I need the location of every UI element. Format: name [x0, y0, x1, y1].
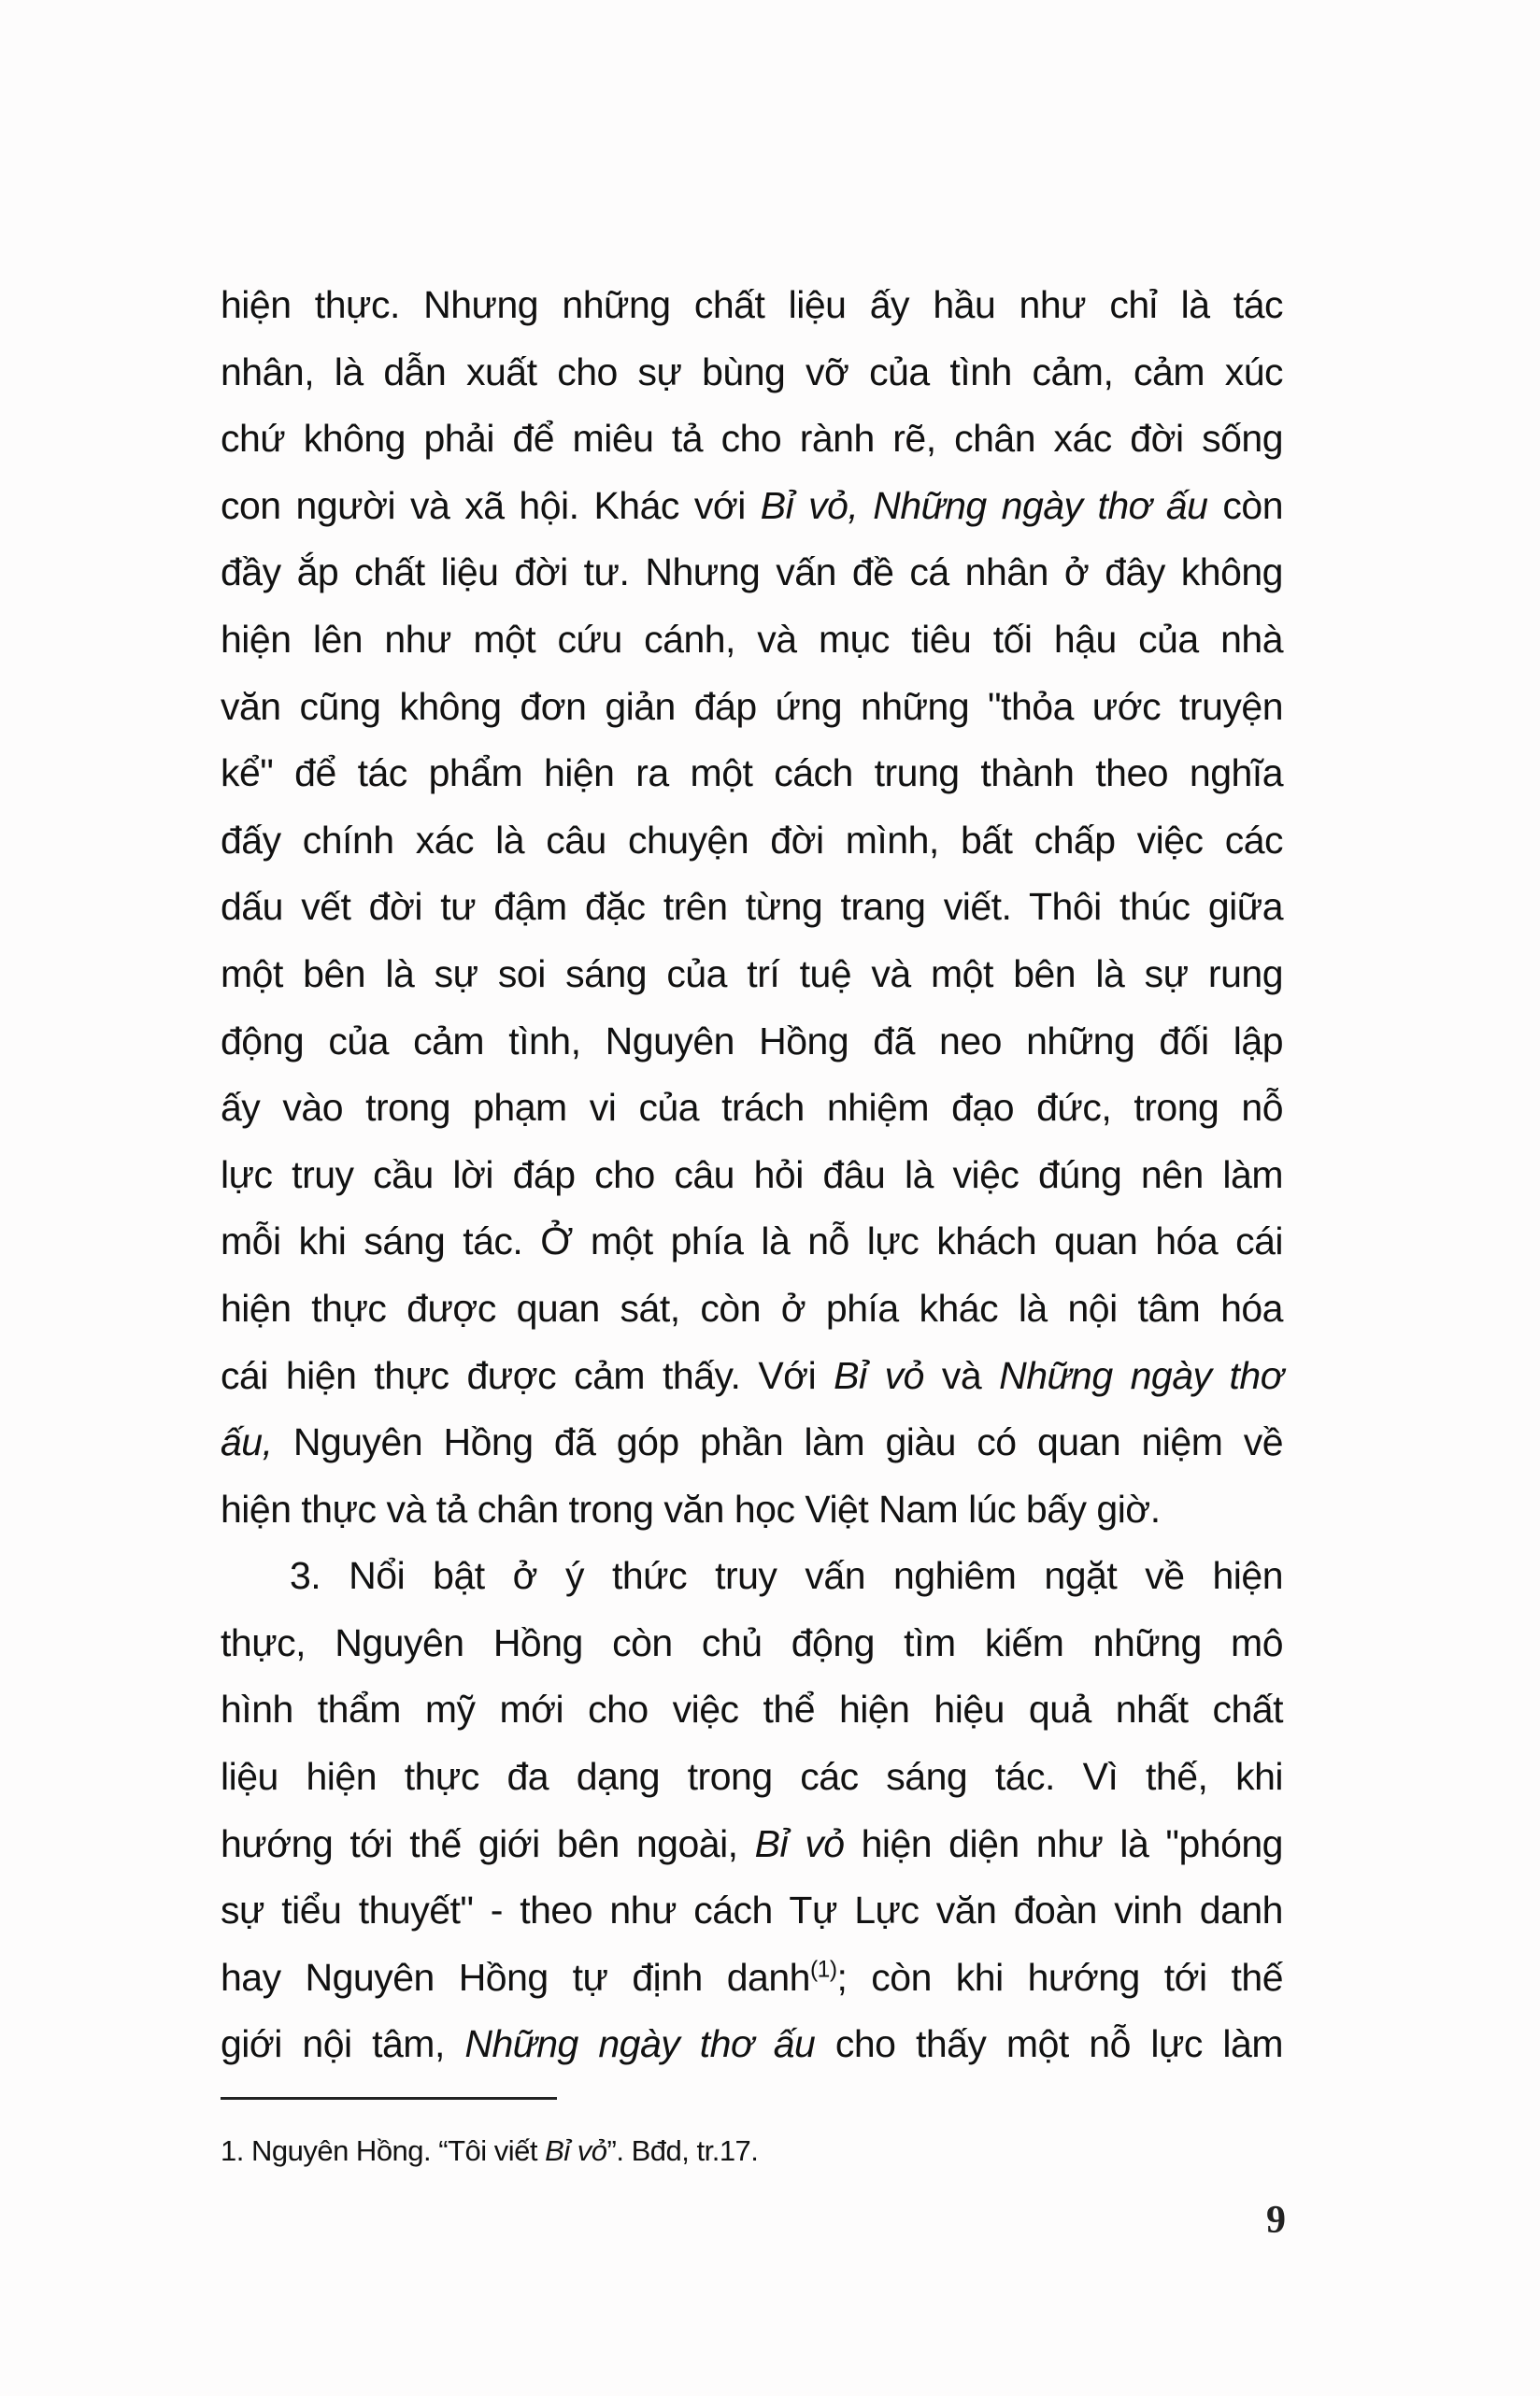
text-segment: cái hiện thực được cảm thấy. Với	[221, 1353, 834, 1397]
text-segment: hiện thực và tả chân trong văn học Việt Nam lúc bấy giờ.	[221, 1487, 1161, 1531]
footnote-ref: (1)	[809, 1957, 837, 1983]
text-segment: giới nội tâm,	[221, 2022, 465, 2066]
text-line	[221, 882, 1283, 949]
text-segment: còn	[1207, 483, 1283, 527]
text-segment: 3. Nổi bật ở ý thức truy vấn nghiêm ngặt về hiện	[290, 1554, 1283, 1598]
text-segment: một bên là sự soi sáng của trí tuệ và một bên là sự rung	[221, 951, 1283, 995]
text-line	[221, 548, 1283, 615]
text-line	[221, 348, 1283, 415]
italic-title: Những ngày thơ	[999, 1353, 1283, 1397]
italic-title: Bỉ vỏ, Những ngày thơ ấu	[760, 483, 1208, 527]
text-line	[221, 1752, 1283, 1819]
text-segment: hình thẩm mỹ mới cho việc thể hiện hiệu quả nhất chất	[221, 1688, 1283, 1732]
italic-title: Những ngày thơ ấu	[464, 2022, 816, 2066]
text-line	[221, 1017, 1283, 1084]
footnote	[221, 2134, 758, 2168]
text-line	[221, 280, 1283, 348]
body-text	[221, 280, 1283, 2087]
text-line	[221, 481, 1283, 549]
text-segment: hiện lên như một cứu cánh, và mục tiêu tối hậu của nhà	[221, 617, 1283, 661]
text-segment: ấy vào trong phạm vi của trách nhiệm đạo đức, trong nỗ	[221, 1086, 1283, 1130]
italic-title: ấu,	[221, 1420, 273, 1464]
text-segment: đầy ắp chất liệu đời tư. Nhưng vấn đề cá nhân ở đây không	[221, 550, 1283, 594]
text-segment: dấu vết đời tư đậm đặc trên từng trang viết. Thôi thúc giữa	[221, 885, 1283, 929]
text-segment: động của cảm tình, Nguyên Hồng đã neo những đối lập	[221, 1019, 1283, 1063]
text-line	[221, 749, 1283, 816]
footnote-text-end: ”. Bđd, tr.17.	[606, 2134, 759, 2167]
text-line	[221, 615, 1283, 682]
text-segment: Nguyên Hồng đã góp phần làm giàu có quan niệm về	[272, 1420, 1283, 1464]
text-line	[221, 1284, 1283, 1351]
text-line	[221, 682, 1283, 749]
text-line	[221, 414, 1283, 481]
footnote-title: Bỉ vỏ	[545, 2134, 607, 2167]
text-line	[221, 2019, 1283, 2087]
text-segment: hay Nguyên Hồng tự định danh	[221, 1955, 810, 1999]
text-line	[221, 1083, 1283, 1150]
page-number: 9	[1266, 2199, 1286, 2242]
footnote-separator	[221, 2097, 557, 2100]
text-segment: nhân, là dẫn xuất cho sự bùng vỡ của tình cảm, cảm xúc	[221, 349, 1283, 393]
text-line	[221, 1819, 1283, 1887]
text-segment: hiện thực. Nhưng những chất liệu ấy hầu như chỉ là tác	[221, 283, 1283, 326]
text-line	[221, 1150, 1283, 1218]
text-segment: hiện diện như là "phóng	[844, 1821, 1283, 1865]
text-line	[221, 1418, 1283, 1485]
text-segment: văn cũng không đơn giản đáp ứng những "thỏa ước truyện	[221, 684, 1283, 728]
text-segment: cho thấy một nỗ lực làm	[815, 2022, 1283, 2066]
text-line	[221, 816, 1283, 883]
text-segment: hiện thực được quan sát, còn ở phía khác là nội tâm hóa	[221, 1286, 1283, 1330]
text-segment: ; còn khi hướng tới thế	[836, 1955, 1283, 1999]
text-segment: sự tiểu thuyết" - theo như cách Tự Lực văn đoàn vinh danh	[221, 1889, 1283, 1932]
text-segment: lực truy cầu lời đáp cho câu hỏi đâu là việc đúng nên làm	[221, 1152, 1283, 1196]
text-line	[221, 1953, 1283, 2020]
text-segment: đấy chính xác là câu chuyện đời mình, bất chấp việc các	[221, 818, 1283, 862]
text-segment: kể" để tác phẩm hiện ra một cách trung thành theo nghĩa	[221, 751, 1283, 795]
text-line	[221, 1551, 1283, 1619]
text-line	[221, 1685, 1283, 1752]
text-line	[221, 1485, 1283, 1552]
text-segment: chứ không phải để miêu tả cho rành rẽ, chân xác đời sống	[221, 417, 1283, 461]
text-line	[221, 1886, 1283, 1953]
text-segment: thực, Nguyên Hồng còn chủ động tìm kiếm những mô	[221, 1620, 1283, 1664]
text-segment: mỗi khi sáng tác. Ở một phía là nỗ lực khách quan hóa cái	[221, 1219, 1283, 1263]
italic-title: Bỉ vỏ	[754, 1821, 845, 1865]
text-line	[221, 1217, 1283, 1284]
footnote-text: 1. Nguyên Hồng. “Tôi viết	[221, 2134, 546, 2167]
italic-title: Bỉ vỏ	[834, 1353, 924, 1397]
text-segment: con người và xã hội. Khác với	[221, 483, 761, 527]
text-segment: và	[923, 1353, 1000, 1397]
text-line	[221, 1619, 1283, 1686]
text-line	[221, 949, 1283, 1017]
text-segment: liệu hiện thực đa dạng trong các sáng tác. Vì thế, khi	[221, 1755, 1283, 1799]
text-line	[221, 1351, 1283, 1419]
text-segment: hướng tới thế giới bên ngoài,	[221, 1821, 755, 1865]
